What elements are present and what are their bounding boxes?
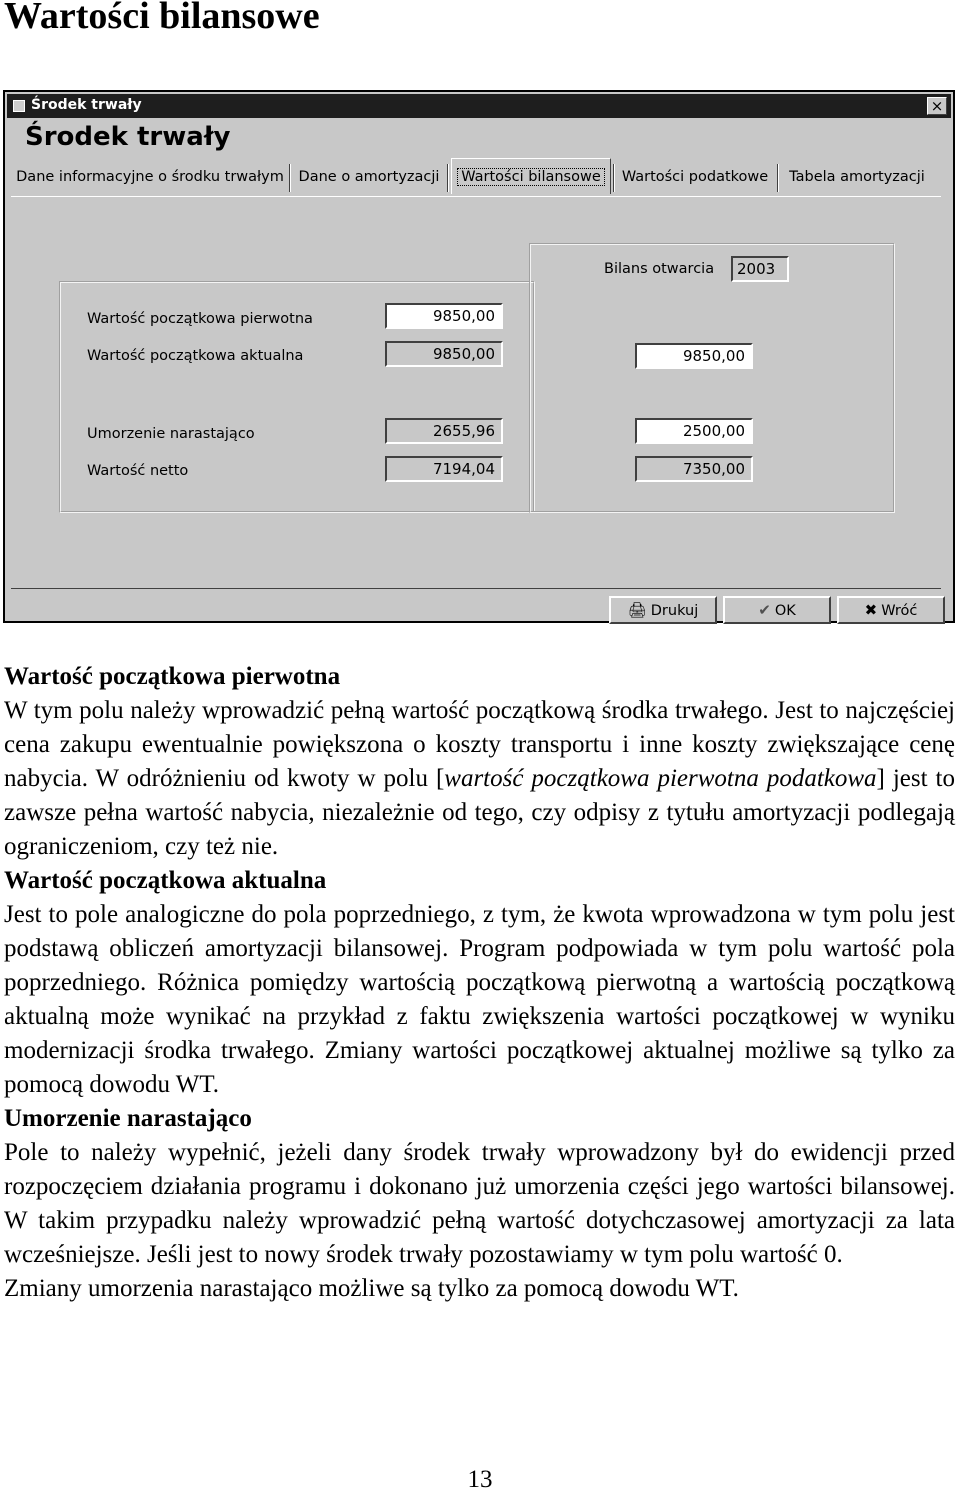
window-icon <box>13 100 25 112</box>
section-text-initial-original <box>4 694 955 864</box>
depreciation-field: 2655,96 <box>385 418 503 444</box>
section-text-depreciation: Pole to należy wypełnić, jeżeli dany środek trwały wprowadzony był do ewidencji przed rozpoczęciem działania programu i dokonano już umorzenia części jego wartości bilansowej. W takim przypadku należy wprowadzić pełną wartość dotychczasowej amortyzacji za lata wcześniejsze. Jeśli jest to nowy środek trwały pozostawiamy w tym polu wartość 0. <box>4 1139 955 1268</box>
back-button-label: Wróć <box>881 603 918 619</box>
opening-net-value-field: 7350,00 <box>635 456 753 482</box>
label-initial-original: Wartość początkowa pierwotna <box>87 311 313 327</box>
opening-initial-current-input[interactable]: 9850,00 <box>635 343 753 369</box>
checkmark-icon: ✔ <box>758 601 771 619</box>
opening-balance-label: Bilans otwarcia <box>604 261 715 277</box>
tab-dane-informacyjne[interactable]: Dane informacyjne o środku trwałym <box>16 169 284 185</box>
tab-wartosci-bilansowe[interactable] <box>451 158 611 194</box>
print-button[interactable] <box>609 596 717 624</box>
section-heading-initial-original: Wartość początkowa pierwotna <box>4 663 341 690</box>
text-part: ] jest to zawsze pełna wartość nabycia, niezależnie od tego, czy odpisy z tytułu amortyzacji podlegają ograniczeniom, czy też nie. <box>4 765 955 860</box>
window-titlebar[interactable] <box>7 94 951 118</box>
tab-wartosci-podatkowe[interactable]: Wartości podatkowe <box>621 169 769 185</box>
tab-page <box>11 196 941 589</box>
ok-button[interactable] <box>723 596 831 624</box>
x-icon: ✖ <box>864 601 878 619</box>
print-button-label: Drukuj <box>650 603 699 619</box>
opening-balance-year: 2003 <box>731 256 789 282</box>
tab-dane-o-amortyzacji[interactable]: Dane o amortyzacji <box>298 169 440 185</box>
tab-tabela-amortyzacji[interactable]: Tabela amortyzacji <box>789 169 925 185</box>
tab-separator <box>447 164 449 192</box>
label-net-value: Wartość netto <box>87 463 189 479</box>
label-depreciation: Umorzenie narastająco <box>87 426 255 442</box>
back-button[interactable] <box>837 596 945 624</box>
tab-strip <box>11 160 939 196</box>
opening-depreciation-input[interactable]: 2500,00 <box>635 418 753 444</box>
document-body <box>4 660 955 1306</box>
section-heading-initial-current: Wartość początkowa aktualna <box>4 867 327 894</box>
printer-icon: 🖨 <box>627 601 647 619</box>
text-part: W tym polu należy wprowadzić pełną wartość początkową środka trwałego. Jest to najczęściej cena zakupu ewentualnie powiększona o koszty transportu i inne koszty zwiększające cenę nabycia. W odróżnieniu od kwoty w polu [ <box>4 697 955 792</box>
ok-button-label: OK <box>774 603 796 619</box>
asset-dialog <box>3 90 955 623</box>
section-heading-depreciation: Umorzenie narastająco <box>4 1105 252 1132</box>
tab-label-active: Wartości bilansowe <box>457 168 605 186</box>
close-button[interactable]: × <box>927 97 947 115</box>
section-text-initial-current: Jest to pole analogiczne do pola poprzedniego, z tym, że kwota wprowadzona w tym polu jest podstawą obliczeń amortyzacji bilansowej. Program podpowiada w tym polu wartość pola poprzedniego. Różnica pomiędzy wartością początkową pierwotną a wartością początkową aktualną może wynikać na przykład z faktu zwiększenia wartości początkowej w wyniku modernizacji środka trwałego. Zmiany wartości początkowej aktualnej możliwe są tylko za pomocą dowodu WT. <box>4 901 955 1098</box>
text-italic-part: wartość początkowa pierwotna podatkowa <box>444 765 877 792</box>
net-value-field: 7194,04 <box>385 456 503 482</box>
page-number: 13 <box>467 1466 493 1493</box>
initial-current-field: 9850,00 <box>385 341 503 367</box>
initial-original-input[interactable]: 9850,00 <box>385 303 503 329</box>
page-title: Wartości bilansowe <box>4 0 320 37</box>
section-text-depreciation-note: Zmiany umorzenia narastająco możliwe są tylko za pomocą dowodu WT. <box>4 1275 739 1302</box>
window-title: Środek trwały <box>31 97 142 113</box>
label-initial-current: Wartość początkowa aktualna <box>87 348 304 364</box>
dialog-heading: Środek trwały <box>25 122 231 152</box>
